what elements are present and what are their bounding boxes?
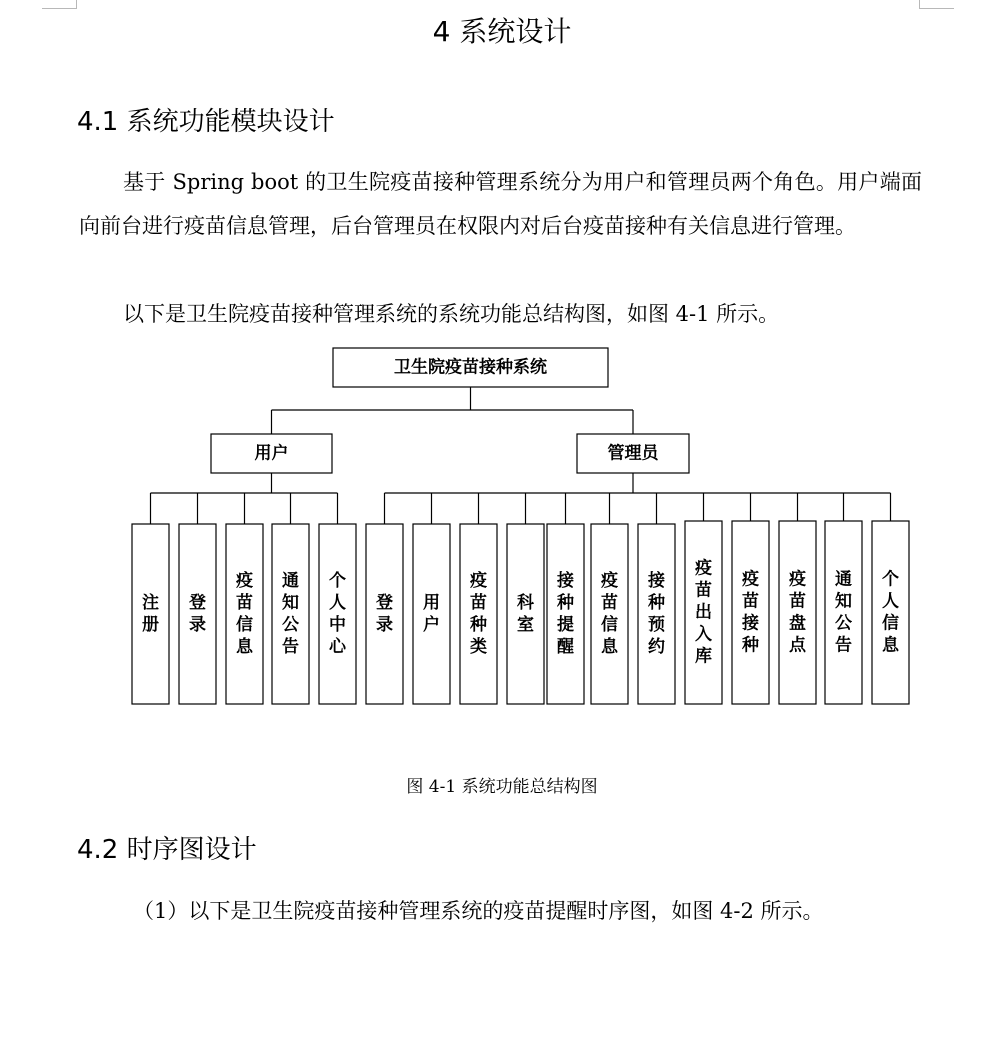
admin-leaf-box	[366, 524, 403, 704]
admin-leaf-label: 科室	[517, 593, 534, 635]
admin-leaf-box	[507, 524, 544, 704]
admin-leaf-label: 疫苗信息	[601, 571, 618, 657]
admin-leaf-label: 疫苗盘点	[789, 569, 806, 656]
section-title-4-1: 4.1 系统功能模块设计	[77, 107, 335, 137]
chart-nodes	[132, 348, 909, 704]
admin-leaf-box	[460, 524, 497, 704]
admin-leaf-box	[638, 524, 675, 704]
user-leaf-box	[272, 524, 309, 704]
admin-leaf-label: 疫苗接种	[742, 569, 759, 656]
section-title-4-2: 4.2 时序图设计	[77, 835, 257, 865]
admin-leaf-box	[732, 521, 769, 704]
figure-4-1-caption: 图 4-1 系统功能总结构图	[406, 777, 598, 797]
admin-leaf-box	[825, 521, 862, 704]
user-leaf-label: 通知公告	[282, 571, 299, 657]
chapter-title: 4 系统设计	[432, 15, 572, 48]
chart-root-label: 卫生院疫苗接种系统	[394, 357, 547, 378]
admin-leaf-box	[591, 524, 628, 704]
admin-leaf-box	[413, 524, 450, 704]
user-leaf-label: 疫苗信息	[236, 571, 253, 657]
section-4-2-paragraph-1: （1）以下是卫生院疫苗接种管理系统的疫苗提醒时序图，如图 4-2 所示。	[133, 899, 824, 923]
admin-leaf-label: 个人信息	[882, 569, 899, 656]
user-group-label: 用户	[254, 443, 289, 464]
section-4-1-paragraph-1: 基于 Spring boot 的卫生院疫苗接种管理系统分为用户和管理员两个角色。用户端面向前台进行疫苗信息管理，后台管理员在权限内对后台疫苗接种有关信息进行管理。	[79, 170, 922, 238]
user-leaf-box	[226, 524, 263, 704]
admin-leaf-label: 用户	[423, 593, 440, 635]
admin-group-label: 管理员	[607, 443, 659, 464]
admin-leaf-label: 接种提醒	[557, 571, 574, 657]
user-leaf-box	[132, 524, 169, 704]
admin-leaf-box	[872, 521, 909, 704]
admin-leaf-label: 登录	[376, 593, 393, 635]
user-leaf-label: 注册	[142, 593, 159, 635]
section-4-1-paragraph-2: 以下是卫生院疫苗接种管理系统的系统功能总结构图，如图 4-1 所示。	[123, 302, 780, 326]
user-leaf-box	[179, 524, 216, 704]
admin-leaf-label: 接种预约	[648, 571, 665, 657]
admin-leaf-label: 疫苗种类	[470, 571, 487, 657]
user-leaf-box	[319, 524, 356, 704]
user-leaf-label: 个人中心	[329, 571, 346, 657]
admin-leaf-box	[547, 524, 584, 704]
admin-leaf-box	[779, 521, 816, 704]
user-leaf-label: 登录	[189, 593, 206, 635]
admin-leaf-label: 通知公告	[835, 569, 852, 656]
admin-leaf-label: 疫苗出入库	[695, 558, 712, 667]
